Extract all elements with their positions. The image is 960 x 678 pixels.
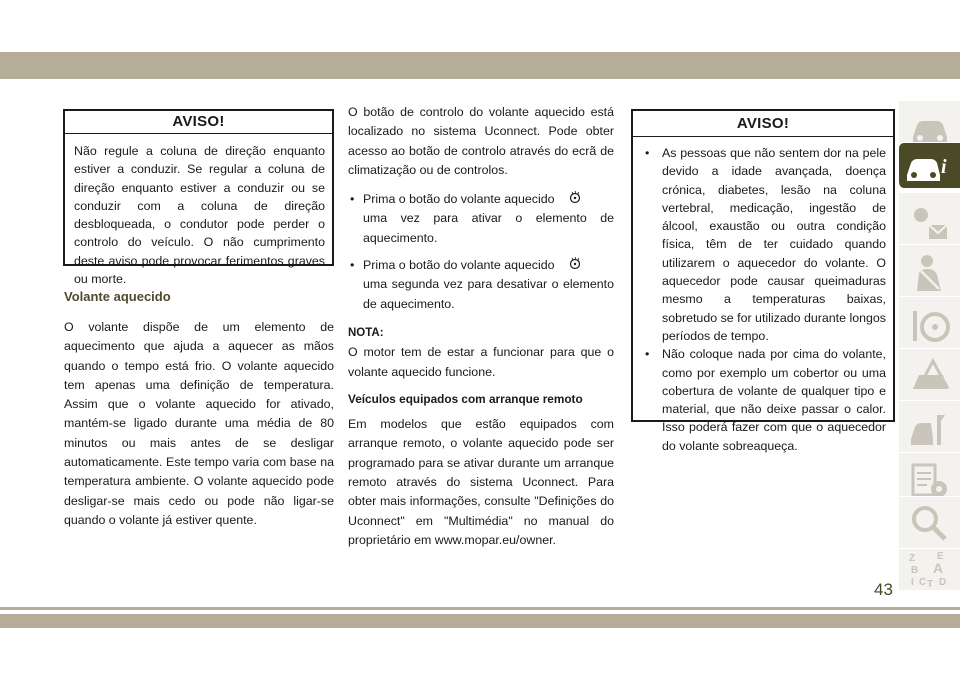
alphabet-index-icon (907, 549, 953, 589)
svg-text:B: B (911, 565, 919, 576)
warning-lights-icon (907, 199, 953, 243)
tab-emergency[interactable] (898, 348, 960, 404)
bullet-deactivate (348, 256, 614, 314)
footer-line (0, 607, 960, 610)
warning-item: • As pessoas que não sentem dor na pele devido a idade avançada, doença crónica, diabetes, lesão na coluna vertebral, medicação, ingestão de álcool, exaustão ou outra condição física, têm de ter cuidado quando utilizarem o aquecedor do volante. O aquecedor pode causar queimaduras mesmo a temperaturas baixas, sobretudo se for utilizado durante longos períodos de tempo. (642, 144, 886, 345)
svg-text:T: T (927, 579, 934, 589)
tab-starting-operating[interactable] (898, 296, 960, 352)
svg-text:Z: Z (909, 553, 916, 564)
bullet-activate (348, 190, 614, 248)
bullet-text-cont: uma segunda vez para desativar o elemento de aquecimento. (363, 277, 614, 311)
heated-steering-wheel-icon (569, 191, 581, 205)
note-label: NOTA: (348, 326, 384, 339)
section-title: Volante aquecido (64, 289, 171, 304)
heated-steering-wheel-icon (569, 257, 581, 271)
left-column-text (64, 318, 334, 530)
tab-index[interactable] (898, 548, 960, 590)
left-warning-box (63, 109, 334, 287)
seatbelt-person-icon (907, 251, 953, 295)
car-info-icon (903, 147, 953, 185)
warning-heading: AVISO! (65, 111, 332, 134)
emergency-triangle-icon (907, 355, 953, 399)
svg-text:D: D (939, 577, 947, 588)
header-band (0, 52, 960, 79)
magnifier-icon (907, 501, 953, 545)
intro-paragraph: O botão de controlo do volante aquecido está localizado no sistema Uconnect. Pode obter acesso ao botão de controlo através do ecrã de climatização ou de controlos. (348, 105, 614, 177)
warning-text: Não regule a coluna de direção enquanto estiver a conduzir. Se regular a coluna de direção enquanto estiver a conduzir ou se conduzir com a coluna de direção desbloqueada, o condutor pode perder o controlo do veículo. O não cumprimento deste aviso pode provocar ferimentos graves ou morte. (74, 144, 325, 287)
svg-text:i: i (941, 156, 947, 178)
tab-safety[interactable] (898, 244, 960, 300)
bullet-text: Prima o botão do volante aquecido (363, 192, 555, 207)
svg-text:I: I (911, 577, 914, 588)
remote-start-heading: Veículos equipados com arranque remoto (348, 391, 583, 406)
warning-item: • Não coloque nada por cima do volante, como por exemplo um cobertor ou uma cobertura de volante de qualquer tipo e material, que não deixe passar o calor. Isso poderá fazer com que o aquecedor do volante sobreaqueça. (642, 345, 886, 455)
warning-heading: AVISO! (633, 111, 893, 137)
svg-text:E: E (937, 551, 944, 562)
heated-wheel-paragraph: O volante dispõe de um elemento de aquecimento que ajuda a aquecer as mãos quando o tempo está frio. O volante aquecido tem apenas uma definição de temperatura. Assim que o volante aquecido for ativado, mantém-se ligado durante uma média de 80 minutos ou mais antes de se desligar automaticamente. Este tempo varia com base na temperatura ambiente. O volante aquecido pode desligar-se mais cedo ou pode não ligar-se quando o volante já estiver quente. (64, 320, 334, 527)
wrench-car-icon (907, 407, 953, 451)
bullet-dot: • (350, 258, 355, 273)
steering-wheel-icon (907, 303, 953, 347)
tab-search[interactable] (898, 496, 960, 548)
tab-servicing-maintenance[interactable] (898, 400, 960, 456)
middle-column (348, 103, 614, 550)
right-warning-box (631, 109, 895, 453)
page-number: 43 (874, 580, 893, 599)
remote-start-text: Em modelos que estão equipados com arranque remoto, o volante aquecido pode ser programado para se ativar durante um arranque remoto através do sistema Uconnect. Para obter mais informações, consulte "Definições do Uconnect" em "Multimédia" no manual do proprietário em www.mopar.eu/owner. (348, 417, 614, 547)
footer-band (0, 614, 960, 628)
top-margin (0, 0, 960, 52)
tab-safety-lights[interactable] (898, 192, 960, 248)
note-text: O motor tem de estar a funcionar para que o volante aquecido funcione. (348, 345, 614, 379)
bullet-text-cont: uma vez para ativar o elemento de aquecimento. (363, 211, 614, 245)
bullet-dot: • (350, 192, 355, 207)
warning-list (633, 137, 893, 461)
bullet-text: Prima o botão do volante aquecido (363, 258, 555, 273)
svg-text:A: A (933, 560, 944, 576)
tab-getting-to-know-instrument-panel[interactable] (898, 142, 960, 188)
svg-text:C: C (919, 577, 927, 588)
